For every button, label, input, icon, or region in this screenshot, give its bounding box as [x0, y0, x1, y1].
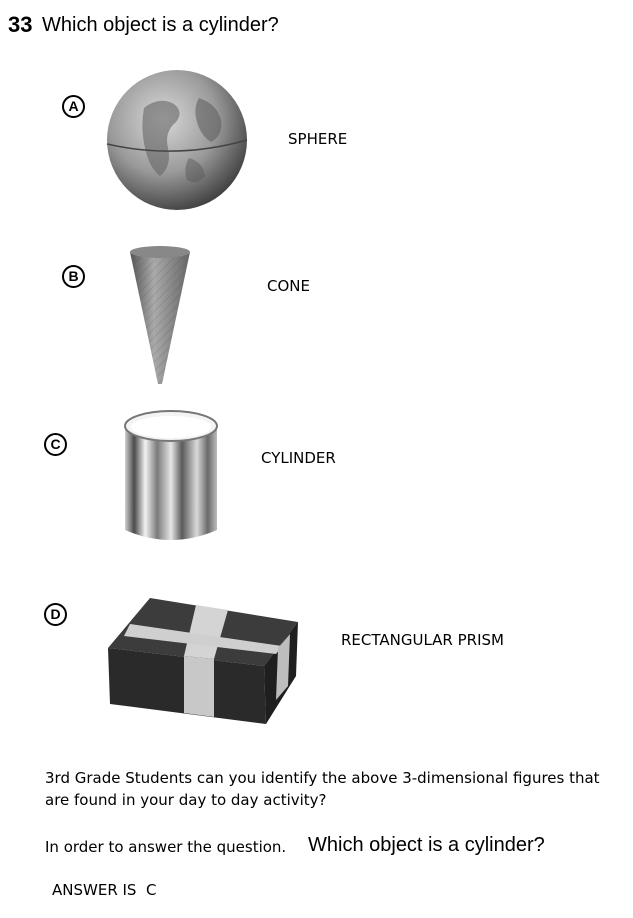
question-number: 33 — [8, 12, 33, 37]
globe-icon — [104, 68, 254, 213]
option-a-label: SPHERE — [288, 130, 348, 148]
intro-line-2: are found in your day to day activity? — [45, 791, 327, 809]
metal-can-icon — [122, 408, 220, 548]
option-b-label: CONE — [267, 277, 310, 295]
option-a-letter: A — [62, 95, 85, 118]
question-repeat: Which object is a cylinder? — [308, 834, 545, 856]
option-c-label: CYLINDER — [261, 449, 336, 467]
intro-line-1: 3rd Grade Students can you identify the above 3-dimensional figures that — [45, 769, 600, 787]
order-text: In order to answer the question. — [45, 838, 287, 856]
option-c-letter: C — [44, 433, 67, 456]
question-text: Which object is a cylinder? — [42, 14, 279, 36]
option-d-letter: D — [44, 603, 67, 626]
ice-cream-cone-icon — [128, 244, 192, 386]
option-b-letter: B — [62, 265, 85, 288]
answer-text: ANSWER IS C — [52, 881, 157, 899]
gift-box-icon — [104, 596, 300, 726]
option-d-label: RECTANGULAR PRISM — [341, 631, 504, 649]
